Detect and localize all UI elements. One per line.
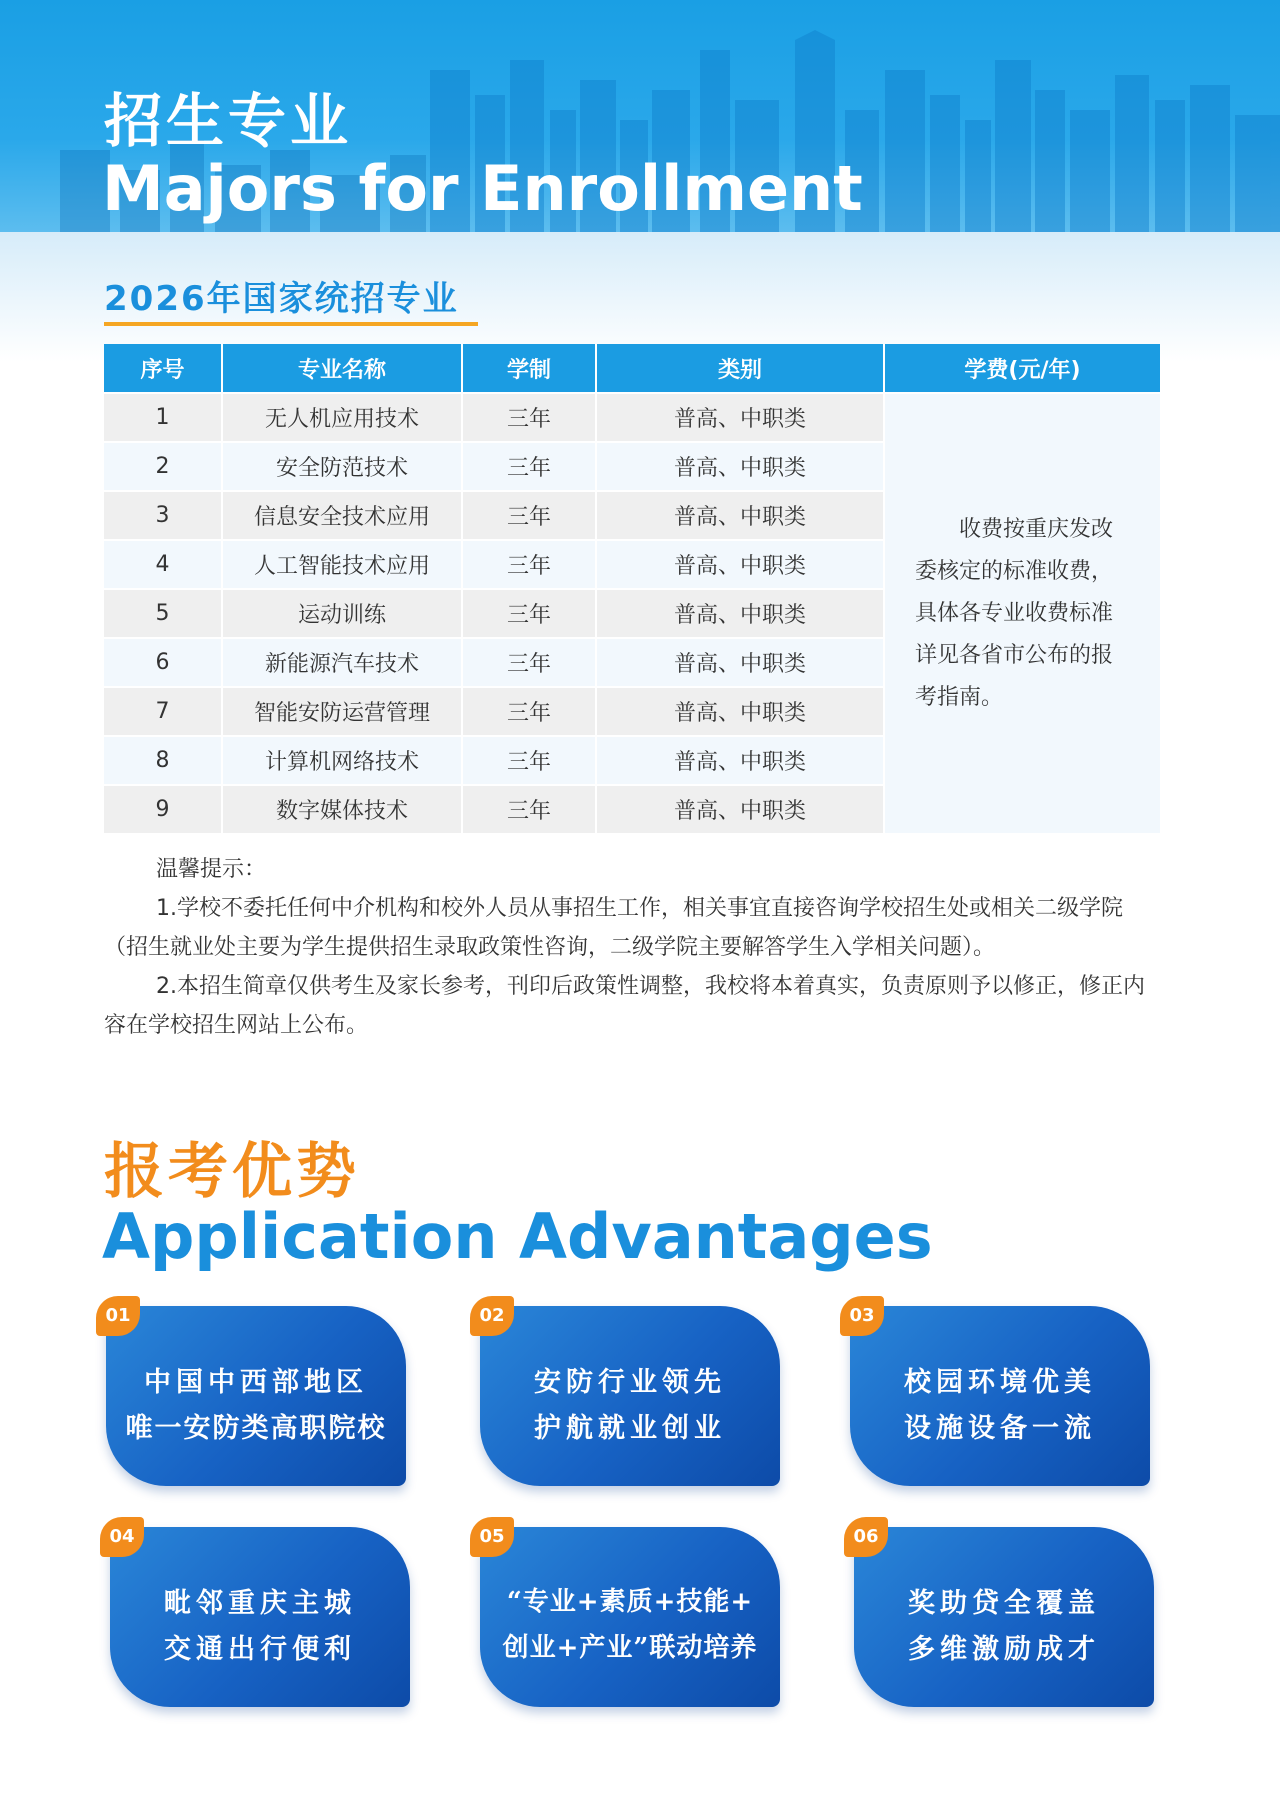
cell-type: 普高、中职类	[596, 638, 884, 687]
header-no: 序号	[104, 344, 222, 393]
cell-years: 三年	[462, 393, 596, 442]
card-line-2: 设施设备一流	[904, 1413, 1096, 1444]
majors-table-wrap	[104, 344, 1160, 833]
cell-years: 三年	[462, 540, 596, 589]
card-line-1: 安防行业领先	[534, 1367, 726, 1398]
advantage-card-03	[850, 1306, 1150, 1486]
notes-item-1: 1.学校不委托任何中介机构和校外人员从事招生工作，相关事宜直接咨询学校招生处或相关二级学院（招生就业处主要为学生提供招生录取政策性咨询，二级学院主要解答学生入学相关问题）。	[104, 896, 1123, 960]
card-number-badge: 01	[96, 1296, 140, 1336]
card-line-2: 唯一安防类高职院校	[125, 1413, 387, 1444]
cell-no: 9	[104, 785, 222, 833]
notes-label: 温馨提示：	[156, 857, 267, 882]
header-name: 专业名称	[222, 344, 462, 393]
cell-no: 3	[104, 491, 222, 540]
advantage-card-04	[110, 1527, 410, 1707]
card-number-badge: 05	[470, 1517, 514, 1557]
cell-type: 普高、中职类	[596, 442, 884, 491]
table-header-row	[104, 344, 1160, 393]
cell-years: 三年	[462, 491, 596, 540]
cell-name: 无人机应用技术	[222, 393, 462, 442]
cell-name: 智能安防运营管理	[222, 687, 462, 736]
card-number-badge: 02	[470, 1296, 514, 1336]
card-line-1: 中国中西部地区	[144, 1367, 368, 1398]
header-type: 类别	[596, 344, 884, 393]
fee-note-text: 收费按重庆发改委核定的标准收费，具体各专业收费标准详见各省市公布的报考指南。	[915, 516, 1114, 710]
cell-years: 三年	[462, 785, 596, 833]
cell-years: 三年	[462, 442, 596, 491]
card-line-1: 毗邻重庆主城	[164, 1588, 356, 1619]
notes-item-2: 2.本招生简章仅供考生及家长参考，刊印后政策性调整，我校将本着真实，负责原则予以修正，修正内容在学校招生网站上公布。	[104, 974, 1145, 1038]
cell-years: 三年	[462, 589, 596, 638]
cell-no: 7	[104, 687, 222, 736]
header-years: 学制	[462, 344, 596, 393]
cell-no: 6	[104, 638, 222, 687]
cell-name: 运动训练	[222, 589, 462, 638]
advantages-title-cn: 报考优势	[104, 1137, 360, 1207]
cell-type: 普高、中职类	[596, 393, 884, 442]
card-line-2: 护航就业创业	[534, 1413, 726, 1444]
card-number-badge: 04	[100, 1517, 144, 1557]
cell-no: 2	[104, 442, 222, 491]
cell-no: 1	[104, 393, 222, 442]
card-number-badge: 06	[844, 1517, 888, 1557]
section-underline	[104, 322, 478, 326]
cell-name: 信息安全技术应用	[222, 491, 462, 540]
card-line-2: 多维激励成才	[908, 1634, 1100, 1665]
cell-no: 4	[104, 540, 222, 589]
cell-no: 5	[104, 589, 222, 638]
banner-title-cn: 招生专业	[104, 87, 353, 155]
card-line-2: 交通出行便利	[164, 1634, 356, 1665]
card-line-1: “专业+素质+技能+	[506, 1587, 754, 1617]
cell-type: 普高、中职类	[596, 491, 884, 540]
card-line-1: 奖助贷全覆盖	[908, 1588, 1100, 1619]
card-number-badge: 03	[840, 1296, 884, 1336]
card-line-2: 创业+产业”联动培养	[502, 1633, 758, 1663]
banner-title-en: Majors for Enrollment	[102, 152, 863, 225]
advantage-card-06	[854, 1527, 1154, 1707]
majors-table	[104, 344, 1160, 833]
cell-type: 普高、中职类	[596, 589, 884, 638]
card-line-1: 校园环境优美	[904, 1367, 1096, 1398]
advantage-card-01	[106, 1306, 406, 1486]
cell-name: 安全防范技术	[222, 442, 462, 491]
cell-name: 计算机网络技术	[222, 736, 462, 785]
table-row	[104, 393, 1160, 442]
advantage-card-02	[480, 1306, 780, 1486]
section-heading: 2026年国家统招专业	[104, 279, 459, 319]
cell-years: 三年	[462, 687, 596, 736]
cell-fee-note	[884, 393, 1160, 833]
cell-type: 普高、中职类	[596, 785, 884, 833]
cell-type: 普高、中职类	[596, 540, 884, 589]
cell-years: 三年	[462, 736, 596, 785]
cell-no: 8	[104, 736, 222, 785]
header-fee: 学费(元/年)	[884, 344, 1160, 393]
cell-type: 普高、中职类	[596, 736, 884, 785]
header-banner	[0, 0, 1280, 232]
cell-name: 人工智能技术应用	[222, 540, 462, 589]
notes-block	[104, 850, 1160, 1045]
cell-name: 数字媒体技术	[222, 785, 462, 833]
cell-name: 新能源汽车技术	[222, 638, 462, 687]
advantage-card-05	[480, 1527, 780, 1707]
cell-type: 普高、中职类	[596, 687, 884, 736]
cell-years: 三年	[462, 638, 596, 687]
advantages-title-en: Application Advantages	[102, 1200, 933, 1273]
